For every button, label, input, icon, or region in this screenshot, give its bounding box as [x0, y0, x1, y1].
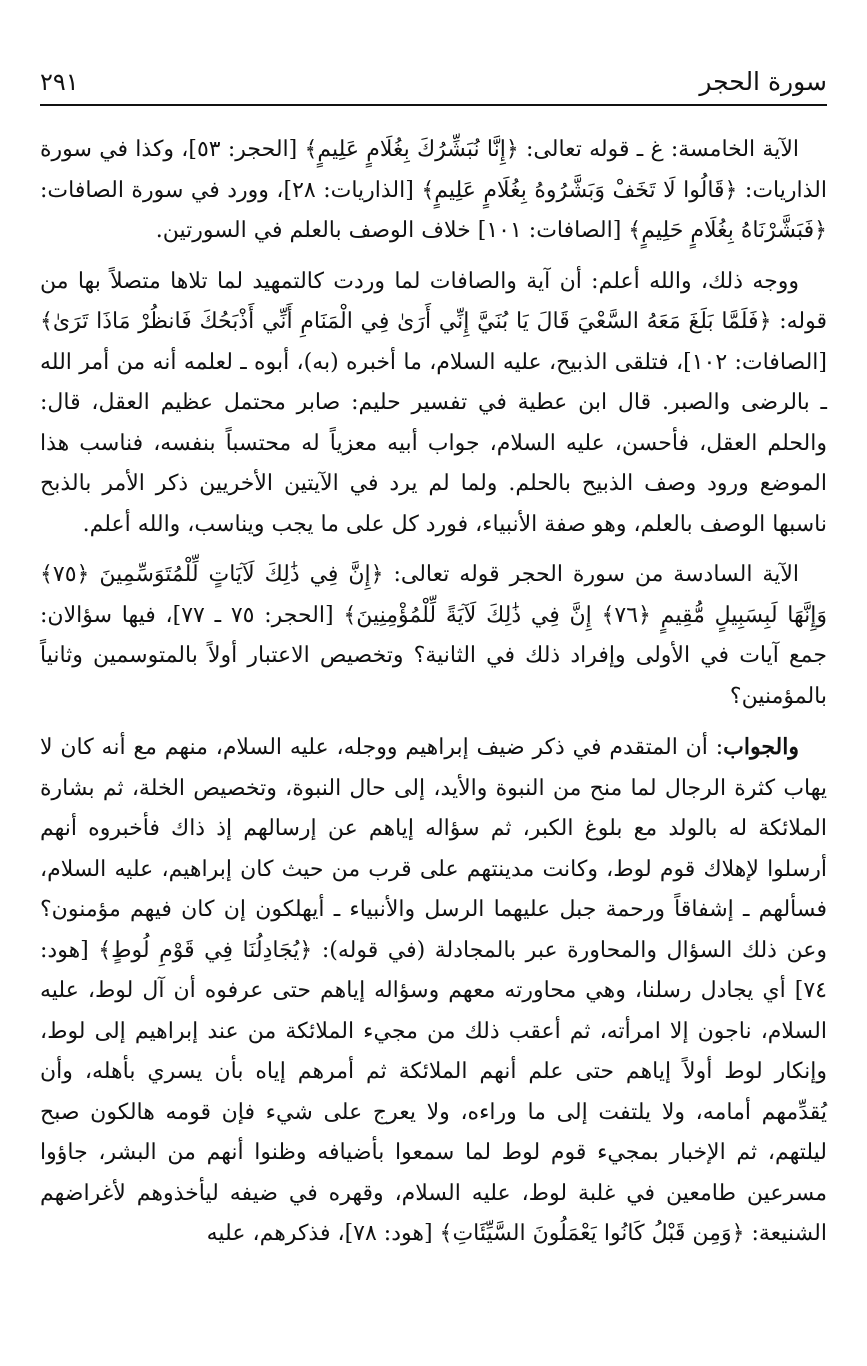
- paragraph-explanation: [40, 262, 827, 546]
- paragraph-text: الآية السادسة من سورة الحجر قوله تعالى: ﴿إِنَّ فِي ذَٰلِكَ لَآيَاتٍ لِّلْمُتَوَسِّمِينَ ﴿٧٥﴾ وَإِنَّهَا لَبِسَبِيلٍ مُّقِيمٍ ﴿٧٦﴾ إِنَّ فِي ذَٰلِكَ لَآيَةً لِّلْمُؤْمِنِينَ﴾ [الحجر: ٧٥ ـ ٧٧]، فيها سؤالان: جمع آيات في الأولى وإفراد ذلك في الثانية؟ وتخصيص الاعتبار أولاً بالمتوسمين وثانياً بالمؤمنين؟: [40, 562, 827, 709]
- paragraph-text: : أن المتقدم في ذكر ضيف إبراهيم ووجله، عليه السلام، منهم مع أنه كان لا يهاب كثرة الرجال لما منح من النبوة والأيد، إلى حال النبوة، وتخصيص الخلة، ثم بشارة الملائكة له بالولد مع بلوغ الكبر، ثم سؤاله إياهم عن إرسالهم إذ ذاك فأخبروه أنهم أرسلوا لإهلاك قوم لوط، وكانت مدينتهم على قرب من حيث كان إبراهيم، عليه السلام، فسألهم ـ إشفاقاً ورحمة جبل عليهما الرسل والأنبياء ـ أيهلكون إن كان فيهم مؤمنون؟ وعن ذلك السؤال والمحاورة عبر بالمجادلة (في قوله): ﴿يُجَادِلُنَا فِي قَوْمِ لُوطٍ﴾ [هود: ٧٤] أي يجادل رسلنا، وهي محاورته معهم وسؤاله إياهم حتى عرفوه أن آل لوط، عليه السلام، ناجون إلا امرأته، ثم أعقب ذلك من مجيء الملائكة من عند إبراهيم إلى لوط، وإنكار لوط أولاً إياهم حتى علم أنهم الملائكة ثم أمرهم إياه بأن يسري بأهله، وأن يُقدِّمهم أمامه، ولا يلتفت إلى ما وراءه، ولا يعرج على شيء فإن قومه هالكون صبح ليلتهم، ثم الإخبار بمجيء قوم لوط لما سمعوا بأضيافه وظنوا أنهم من البشر، جاؤوا مسرعين طامعين في غلبة لوط، عليه السلام، وقهره في ضيفه ليأخذوهم لأغراضهم الشنيعة: ﴿وَمِن قَبْلُ كَانُوا يَعْمَلُونَ السَّيِّئَاتِ﴾ [هود: ٧٨]، فذكرهم، عليه: [40, 735, 827, 1246]
- page-number: ٢٩١: [40, 68, 79, 96]
- answer-lead-word: والجواب: [723, 734, 799, 760]
- header-rule: [40, 104, 827, 106]
- paragraph-text: الآية الخامسة: غ ـ قوله تعالى: ﴿إِنَّا نُبَشِّرُكَ بِغُلَامٍ عَلِيمٍ﴾ [الحجر: ٥٣]، وكذا في سورة الذاريات: ﴿قَالُوا لَا تَخَفْ وَبَشَّرُوهُ بِغُلَامٍ عَلِيمٍ﴾ [الذاريات: ٢٨]، وورد في سورة الصافات: ﴿فَبَشَّرْنَاهُ بِغُلَامٍ حَلِيمٍ﴾ [الصافات: ١٠١] خلاف الوصف بالعلم في السورتين.: [40, 137, 827, 243]
- paragraph-text: ووجه ذلك، والله أعلم: أن آية والصافات لما وردت كالتمهيد لما تلاها متصلاً بها من قوله: ﴿فَلَمَّا بَلَغَ مَعَهُ السَّعْيَ قَالَ يَا بُنَيَّ إِنِّي أَرَىٰ فِي الْمَنَامِ أَنِّي أَذْبَحُكَ فَانظُرْ مَاذَا تَرَىٰ﴾ [الصافات: ١٠٢]، فتلقى الذبيح، عليه السلام، ما أخبره (به)، أبوه ـ لعلمه أنه من أمر الله ـ بالرضى والصبر. قال ابن عطية في تفسير حليم: صابر محتمل عظيم العقل، قال: والحلم العقل، فأحسن، عليه السلام، جواب أبيه معزياً له محتسباً بنفسه، فناسب هذا الموضع ورود وصف الذبيح بالحلم. ولما لم يرد في الآيتين الأخريين ذكر الأمر بالذبح ناسبها الوصف بالعلم، وهو صفة الأنبياء، فورد كل على ما يجب ويناسب، والله أعلم.: [40, 268, 827, 537]
- running-header: [40, 56, 827, 96]
- paragraph-verse-five: [40, 130, 827, 252]
- paragraph-answer: [40, 727, 827, 1255]
- body-text: [40, 130, 827, 1265]
- chapter-title: سورة الحجر: [699, 67, 827, 96]
- paragraph-verse-six: [40, 555, 827, 717]
